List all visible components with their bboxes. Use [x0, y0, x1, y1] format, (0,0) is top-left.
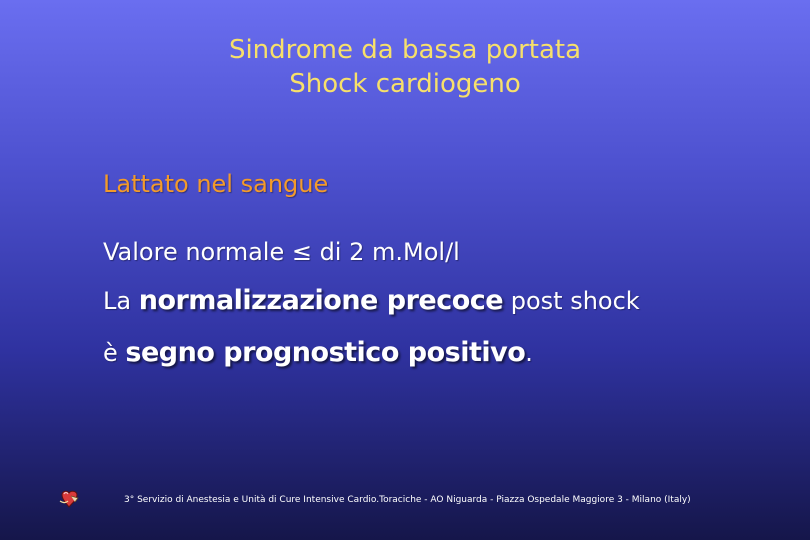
- heart-logo-icon: [58, 489, 82, 509]
- text-suffix: .: [525, 339, 533, 367]
- normalization-text: [103, 285, 640, 316]
- emphasis-prognostic: segno prognostico positivo: [125, 337, 526, 368]
- title-line-2: Shock cardiogeno: [289, 69, 521, 99]
- title-line-1: Sindrome da bassa portata: [228, 35, 582, 65]
- emphasis-normalization: normalizzazione precoce: [138, 285, 504, 316]
- text-prefix: è: [103, 339, 126, 367]
- subheading: Lattato nel sangue: [103, 170, 329, 198]
- slide-title: [0, 33, 810, 101]
- footer-credits: 3° Servizio di Anestesia e Unità di Cure Intensive Cardio.Toraciche - AO Niguarda - Piazza Ospedale Maggiore 3 - Milano (Italy): [124, 495, 691, 505]
- text-suffix: post shock: [503, 287, 640, 315]
- prognostic-text: [103, 337, 533, 368]
- normal-value-text: Valore normale ≤ di 2 m.Mol/l: [103, 238, 460, 266]
- text-prefix: La: [103, 287, 139, 315]
